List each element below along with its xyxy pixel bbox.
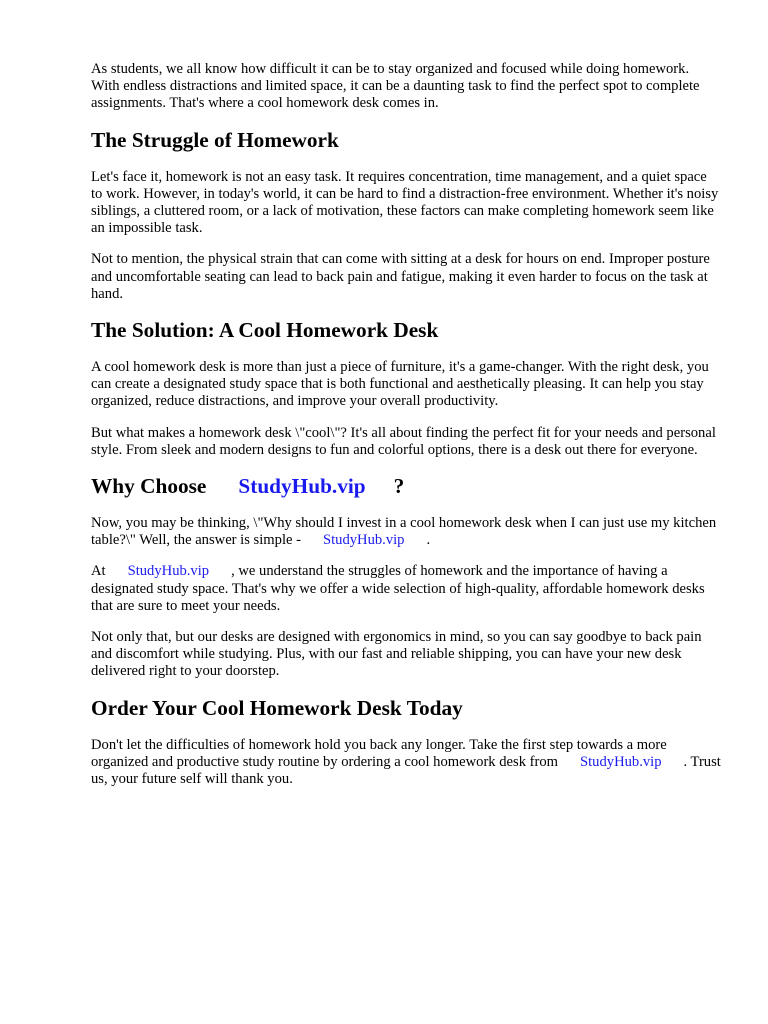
solution-paragraph-1: A cool homework desk is more than just a piece of furniture, it's a game-changer. With the right desk, you can create a designated study space that is both functional and aesthetically pleasing. It can help you stay organized, reduce distractions, and improve your overall productivity. <box>91 359 709 410</box>
order-paragraph-text: Don't let the difficulties of homework hold you back any longer. Take the first step towards a more organized and productive study routine by ordering a cool homework desk from <box>91 736 667 770</box>
why-paragraph-2 <box>91 563 721 615</box>
order-paragraph-end: . Trust us, your future self will thank you. <box>91 753 721 788</box>
order-paragraph-studyhub-link[interactable]: StudyHub.vip <box>580 753 662 770</box>
why-paragraph-2-text: , we understand the struggles of homework and the importance of having a designated study space. That's why we offer a wide selection of high-quality, affordable homework desks that are sure to meet your needs. <box>91 563 705 614</box>
heading-question-mark: ? <box>393 474 405 499</box>
heading-struggle: The Struggle of Homework <box>91 127 339 152</box>
solution-paragraph-2: But what makes a homework desk \"cool\"? It's all about finding the perfect fit for your needs and personal style. From sleek and modern designs to fun and colorful options, there is a desk out there for everyone. <box>91 424 716 458</box>
heading-studyhub-link[interactable]: StudyHub.vip <box>238 474 366 499</box>
struggle-paragraph-1: Let's face it, homework is not an easy task. It requires concentration, time management, and a quiet space to work. However, in today's world, it can be hard to find a distraction-free environment. Whether it's noisy siblings, a cluttered room, or a lack of motivation, these factors can make completing homework seem like an impossible task. <box>91 168 719 237</box>
why-paragraph-3: Not only that, but our desks are designed with ergonomics in mind, so you can say goodbye to back pain and discomfort while studying. Plus, with our fast and reliable shipping, you can have your new desk delivered right to your doorstep. <box>91 629 702 680</box>
why-paragraph-1-end: . <box>426 532 431 549</box>
heading-why-choose-text: Why Choose <box>91 474 207 499</box>
why-paragraph-1 <box>91 515 721 549</box>
why-paragraph-2-start: At <box>91 563 106 580</box>
order-paragraph <box>91 737 721 789</box>
why-paragraph-1-text: Now, you may be thinking, \"Why should I invest in a cool homework desk when I can just use my kitchen table?\" Well, the answer is simple - <box>91 515 717 549</box>
why-paragraph-1-studyhub-link[interactable]: StudyHub.vip <box>322 532 405 549</box>
intro-paragraph: As students, we all know how difficult it can be to stay organized and focused while doing homework. With endless distractions and limited space, it can be a daunting task to find the perfect spot to complete assignments. That's where a cool homework desk comes in. <box>91 61 700 112</box>
heading-order: Order Your Cool Homework Desk Today <box>91 695 463 720</box>
heading-solution: The Solution: A Cool Homework Desk <box>91 318 439 343</box>
heading-why-choose <box>91 473 721 499</box>
struggle-paragraph-2: Not to mention, the physical strain that can come with sitting at a desk for hours on end. Improper posture and uncomfortable seating can lead to back pain and fatigue, making it even harder to focus on the task at hand. <box>91 251 710 302</box>
document-page <box>91 61 721 802</box>
why-paragraph-2-studyhub-link[interactable]: StudyHub.vip <box>127 563 210 580</box>
